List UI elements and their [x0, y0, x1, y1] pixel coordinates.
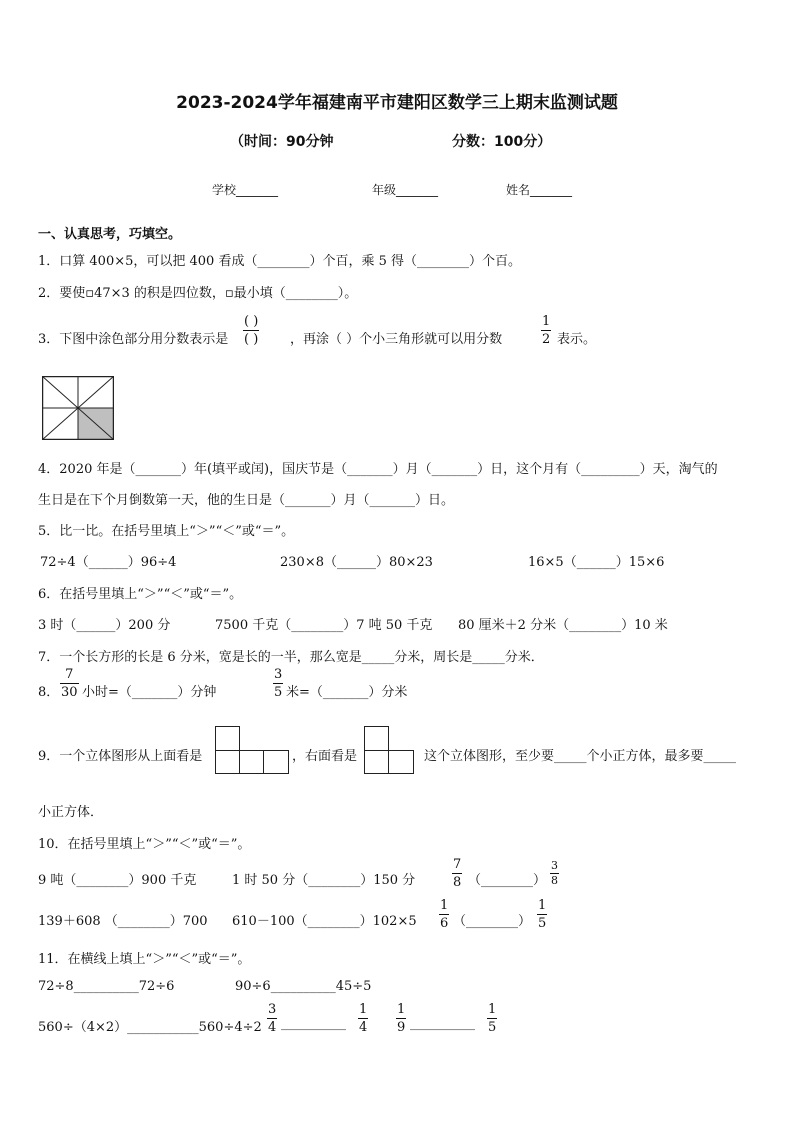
question-3-text-a: 3．下图中涂色部分用分数表示是	[38, 332, 229, 347]
question-10-blank-a: （________）	[468, 873, 547, 888]
time-limit: （时间：90分钟	[230, 134, 334, 150]
question-11-item-1: 72÷8__________72÷6	[38, 979, 175, 994]
half-fraction: 1 2	[542, 314, 551, 347]
question-10-item-2: 1 时 50 分（________）150 分	[232, 873, 416, 888]
question-9-text-a: 9．一个立体图形从上面看是	[38, 749, 203, 764]
question-10-item-5: 610－100（________）102×5	[232, 914, 417, 929]
name-field[interactable]: 姓名_______	[506, 183, 573, 197]
question-8-text-2: 米=（_______）分米	[286, 685, 408, 700]
question-9-text-d: 小正方体．	[38, 805, 104, 820]
total-score: 分数：100分）	[452, 134, 552, 150]
section-heading: 一、认真思考，巧填空。	[38, 227, 182, 242]
question-11-blank-2: __________	[410, 1016, 475, 1031]
top-view-figure	[215, 726, 289, 774]
question-11-stem: 11．在横线上填上“＞”“＜”或“＝”。	[38, 952, 251, 967]
question-2: 2．要使▫47×3 的积是四位数，▫最小填（________）。	[38, 286, 358, 301]
question-10-item-1: 9 吨（________）900 千克	[38, 873, 197, 888]
fraction-denominator: ( )	[244, 332, 259, 347]
question-5-stem: 5．比一比。在括号里填上“＞”“＜”或“＝”。	[38, 524, 295, 539]
question-10-fraction-b: 3 8	[551, 859, 558, 887]
question-7: 7．一个长方形的长是 6 分米，宽是长的一半，那么宽是_____分米，周长是_____分米．	[38, 650, 544, 665]
question-5-item-3: 16×5（______）15×6	[528, 555, 665, 570]
school-field[interactable]: 学校_______	[212, 183, 279, 197]
right-view-figure	[364, 726, 414, 774]
question-3-fraction	[243, 314, 259, 347]
question-5-item-2: 230×8（______）80×23	[280, 555, 433, 570]
question-10-blank-b: （________）	[453, 914, 532, 929]
question-10-fraction-d: 1 5	[538, 898, 547, 931]
question-11-item-2: 90÷6__________45÷5	[235, 979, 372, 994]
triangle-grid-figure	[42, 376, 114, 440]
question-9-text-c: 这个立体图形，至少要_____个小正方体，最多要_____	[424, 749, 737, 764]
question-6-stem: 6．在括号里填上“＞”“＜”或“＝”。	[38, 587, 243, 602]
question-5-item-1: 72÷4（______）96÷4	[40, 555, 177, 570]
question-4-line-1: 4．2020 年是（_______）年(填平或闰)，国庆节是（_______）月（_______）日，这个月有（_________）天，淘气的	[38, 462, 718, 477]
question-6-item-1: 3 时（______）200 分	[38, 618, 171, 633]
question-11-item-3: 560÷（4×2）___________560÷4÷2	[38, 1020, 262, 1035]
question-11-fraction-3: 1 9	[397, 1002, 406, 1035]
question-10-fraction-a: 7 8	[453, 857, 462, 890]
question-10-stem: 10．在括号里填上“＞”“＜”或“＝”。	[38, 837, 251, 852]
question-3-text-b: ，再涂（ ）个小三角形就可以用分数	[290, 332, 503, 347]
question-8-fraction-1: 7 30	[61, 667, 78, 700]
question-10-fraction-c: 1 6	[440, 898, 449, 931]
question-11-fraction-2: 1 4	[359, 1002, 368, 1035]
question-9-text-b: ，右面看是	[292, 749, 358, 764]
question-6-item-2: 7500 千克（________）7 吨 50 千克	[215, 618, 433, 633]
fraction-numerator: ( )	[244, 314, 259, 329]
question-11-fraction-1: 3 4	[268, 1002, 277, 1035]
question-8-fraction-2: 3 5	[274, 667, 283, 700]
question-1: 1．口算 400×5，可以把 400 看成（________）个百，乘 5 得（________）个百。	[38, 254, 521, 269]
question-11-blank-1: __________	[281, 1016, 346, 1031]
question-10-item-4: 139＋608 （________）700	[38, 914, 208, 929]
question-6-item-3: 80 厘米＋2 分米（________）10 米	[458, 618, 668, 633]
question-11-fraction-4: 1 5	[488, 1002, 497, 1035]
question-4-line-2: 生日是在下个月倒数第一天，他的生日是（_______）月（_______）日。	[38, 493, 455, 508]
grade-field[interactable]: 年级_______	[372, 183, 439, 197]
question-3-text-c: 表示。	[557, 332, 597, 347]
question-8-number: 8．	[38, 685, 60, 700]
page-title: 2023-2024学年福建南平市建阳区数学三上期末监测试题	[176, 93, 618, 113]
question-8-text-1: 小时=（_______）分钟	[82, 685, 217, 700]
